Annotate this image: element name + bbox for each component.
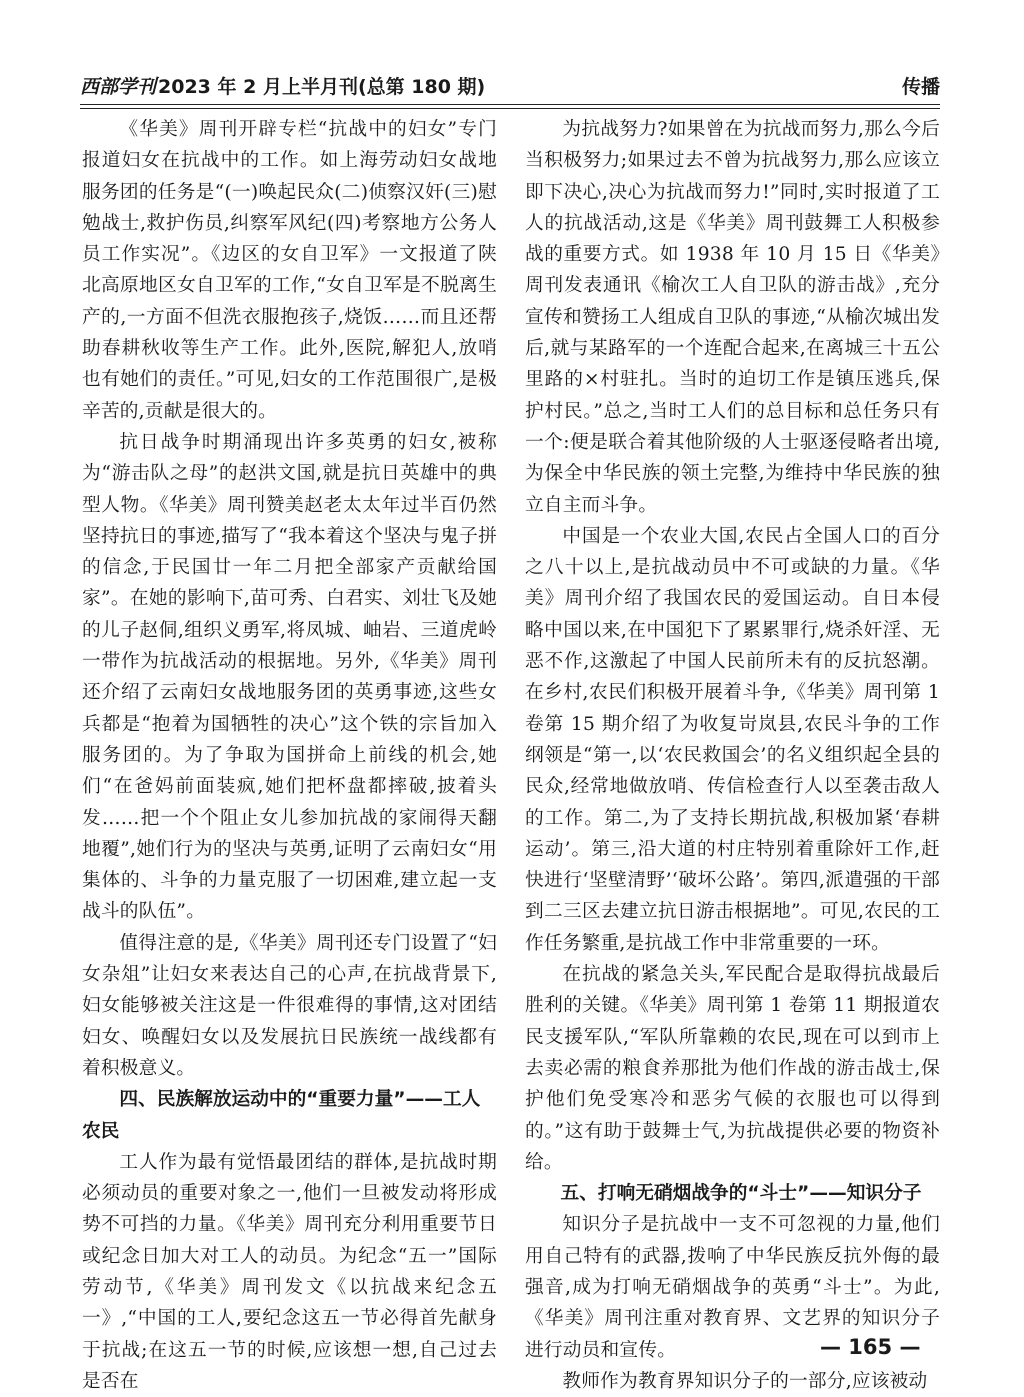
header-rule-bottom xyxy=(80,108,940,109)
journal-logo: 西部学刊 xyxy=(80,76,157,98)
paragraph: 抗日战争时期涌现出许多英勇的妇女,被称为“游击队之母”的赵洪文国,就是抗日英雄中的典型人物。《华美》周刊赞美赵老太太年过半百仍然坚持抗日的事迹,描写了“我本着这个坚决与鬼子拼的信念,于民国廿一年二月把全部家产贡献给国家”。在她的影响下,苗可秀、白君实、刘壮飞及她的儿子赵侗,组织义勇军,将凤城、岫岩、三道虎岭一带作为抗战活动的根据地。另外,《华美》周刊还介绍了云南妇女战地服务团的英勇事迹,这些女兵都是“抱着为国牺牲的决心”这个铁的宗旨加入服务团的。为了争取为国拼命上前线的机会,她们“在爸妈前面装疯,她们把杯盘都摔破,披着头发……把一个个阻止女儿参加抗战的家闹得天翻地覆”,她们行为的坚决与英勇,证明了云南妇女“用集体的、斗争的力量克服了一切困难,建立起一支战斗的队伍”。 xyxy=(82,431,497,923)
paragraph: 值得注意的是,《华美》周刊还专门设置了“妇女杂俎”让妇女来表达自己的心声,在抗战背景下,妇女能够被关注这是一件很难得的事情,这对团结妇女、唤醒妇女以及发展抗日民族统一战线都有着积极意义。 xyxy=(82,932,497,1079)
running-header xyxy=(80,72,940,104)
paragraph: 中国是一个农业大国,农民占全国人口的百分之八十以上,是抗战动员中不可或缺的力量。《华美》周刊介绍了我国农民的爱国运动。自日本侵略中国以来,在中国犯下了累累罪行,烧杀奸淫、无恶不作,这激起了中国人民前所未有的反抗怒潮。在乡村,农民们积极开展着斗争,《华美》周刊第 1 卷第 15 期介绍了为收复岢岚县,农民斗争的工作纲领是“第一,以‘农民救国会’的名义组织起全县的民众,经常地做放哨、传信检查行人以至袭击敌人的工作。第二,为了支持长期抗战,积极加紧‘春耕运动’。第三,沿大道的村庄特别着重除奸工作,赶快进行‘坚壁清野’‘破坏公路’。第四,派遣强的干部到二三区去建立抗日游击根据地”。可见,农民的工作任务繁重,是抗战工作中非常重要的一环。 xyxy=(525,525,940,954)
journal-masthead xyxy=(80,72,485,99)
header-rule-top xyxy=(80,104,940,105)
page-number: — 165 — xyxy=(820,1335,921,1359)
paragraph: 工人作为最有觉悟最团结的群体,是抗战时期必须动员的重要对象之一,他们一旦被发动将形成势不可挡的力量。《华美》周刊充分利用重要节日或纪念日加大对工人的动员。为纪念“五一”国际劳动节,《华美》周刊发文《以抗战来纪念五一》,“中国的工人,要纪念这五一节必得首先献身于抗战;在这五一节的时候,应该想一想,自己过去是否在 xyxy=(82,1151,497,1392)
section-label: 传播 xyxy=(901,76,940,98)
paragraph: 在抗战的紧急关头,军民配合是取得抗战最后胜利的关键。《华美》周刊第 1 卷第 11 期报道农民支援军队,“军队所靠赖的农民,现在可以到市上去卖必需的粮食养那批为他们作战的游击战士,保护他们免受寒冷和恶劣气候的衣服也可以得到的。”这有助于鼓舞士气,为抗战提供必要的物资补给。 xyxy=(525,964,940,1173)
section-heading-4: 四、民族解放运动中的“重要力量”——工人农民 xyxy=(82,1089,481,1142)
paragraph: 《华美》周刊开辟专栏“抗战中的妇女”专门报道妇女在抗战中的工作。如上海劳动妇女战地服务团的任务是“(一)唤起民众(二)侦察汉奸(三)慰勉战士,救护伤员,纠察军风纪(四)考察地方公务人员工作实况”。《边区的女自卫军》一文报道了陕北高原地区女自卫军的工作,“女自卫军是不脱离生产的,一方面不但洗衣服抱孩子,烧饭……而且还帮助春耕秋收等生产工作。此外,医院,解犯人,放哨也有她们的责任。”可见,妇女的工作范围很广,是极辛苦的,贡献是很大的。 xyxy=(82,119,497,422)
paragraph: 为抗战努力?如果曾在为抗战而努力,那么今后当积极努力;如果过去不曾为抗战努力,那么应该立即下决心,决心为抗战而努力!”同时,实时报道了工人的抗战活动,这是《华美》周刊鼓舞工人积极参战的重要方式。如 1938 年 10 月 15 日《华美》周刊发表通讯《榆次工人自卫队的游击战》,充分宣传和赞扬工人组成自卫队的事迹,“从榆次城出发后,就与某路军的一个连配合起来,在离城三十五公里路的×村驻扎。当时的迫切工作是镇压逃兵,保护村民。”总之,当时工人们的总目标和总任务只有一个:便是联合着其他阶级的人士驱逐侵略者出境,为保全中华民族的领土完整,为维持中华民族的独立自主而斗争。 xyxy=(525,119,940,516)
paragraph: 教师作为教育界知识分子的一部分,应该被动 xyxy=(562,1370,928,1392)
left-column xyxy=(82,114,497,1392)
paragraph: 知识分子是抗战中一支不可忽视的力量,他们用自己特有的武器,拨响了中华民族反抗外侮的最强音,成为打响无硝烟战争的英勇“斗士”。为此,《华美》周刊注重对教育界、文艺界的知识分子进行动员和宣传。 xyxy=(525,1214,940,1361)
issue-info: 2023 年 2 月上半月刊(总第 180 期) xyxy=(158,76,486,98)
section-heading-5: 五、打响无硝烟战争的“斗士”——知识分子 xyxy=(560,1183,922,1205)
